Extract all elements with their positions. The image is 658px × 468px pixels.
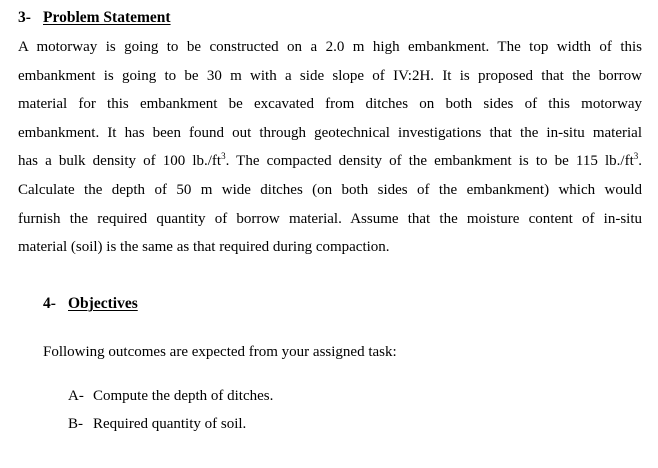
list-item <box>68 414 273 442</box>
paragraph-line: material for this embankment be excavated from ditches on both sides of this motorway <box>18 96 642 113</box>
list-item <box>68 386 273 414</box>
paragraph-line-density <box>18 147 642 176</box>
paragraph-line: furnish the required quantity of borrow material. Assume that the moisture content of in-situ <box>18 210 642 227</box>
superscript: 3 <box>633 151 639 162</box>
objectives-intro: Following outcomes are expected from your assigned task: <box>43 344 397 360</box>
section-number: 3- <box>18 9 31 26</box>
line-text: . The compacted density of the embankment is to be 115 lb./ft <box>225 153 634 170</box>
list-item-text: Compute the depth of ditches. <box>93 388 274 404</box>
paragraph-line: embankment is going to be 30 m with a side slope of IV:2H. It is proposed that the borrow <box>18 67 642 84</box>
line-text: has a bulk density of 100 lb./ft <box>18 153 222 170</box>
section-title: Problem Statement <box>43 9 171 26</box>
paragraph-line: A motorway is going to be constructed on a 2.0 m high embankment. The top width of this <box>18 39 642 55</box>
list-item-text: Required quantity of soil. <box>93 416 247 432</box>
objectives-list <box>68 386 273 442</box>
section-title: Objectives <box>68 295 138 312</box>
superscript: 3 <box>221 151 226 162</box>
line-text: . <box>638 153 642 170</box>
problem-statement-heading <box>18 9 171 27</box>
paragraph-line: Calculate the depth of 50 m wide ditches (on both sides of the embankment) which would <box>18 181 642 198</box>
paragraph-line: embankment. It has been found out through geotechnical investigations that the in-situ material <box>18 124 642 141</box>
problem-statement-paragraph <box>18 33 642 262</box>
list-marker: B- <box>68 416 83 432</box>
section-number: 4- <box>43 295 56 312</box>
objectives-heading <box>43 295 138 313</box>
paragraph-line: material (soil) is the same as that required during compaction. <box>18 239 390 256</box>
list-marker: A- <box>68 388 84 404</box>
